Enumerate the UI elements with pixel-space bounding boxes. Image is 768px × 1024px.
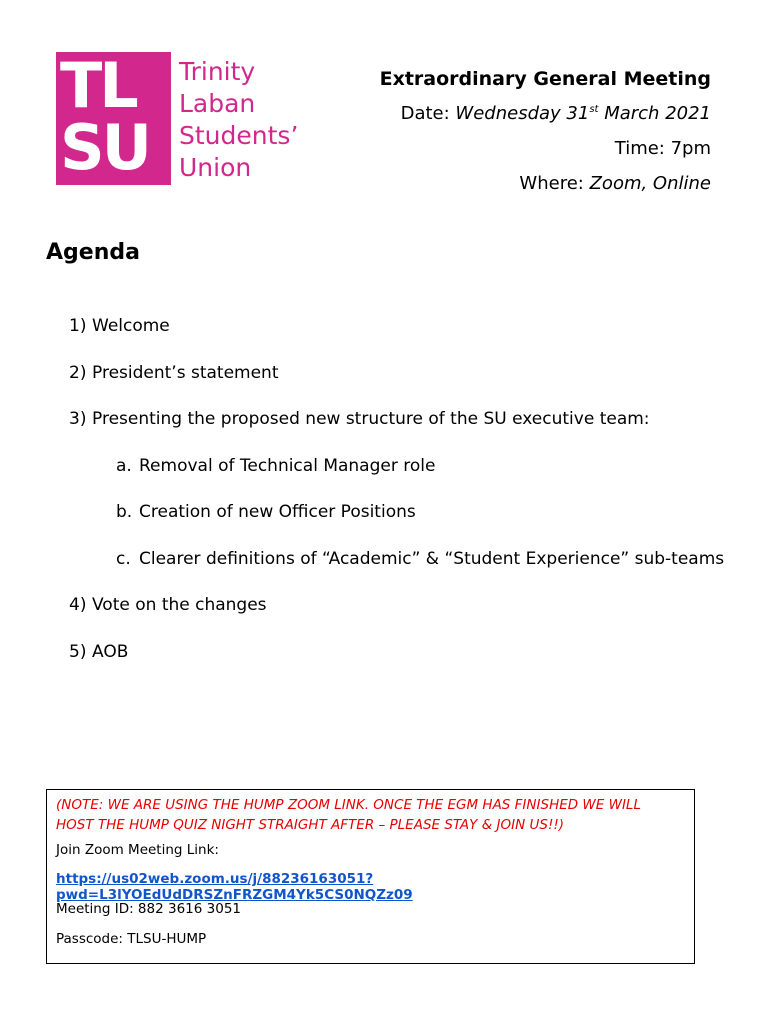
item-number: a. — [116, 455, 132, 476]
date-label: Date: — [400, 103, 450, 124]
item-number: c. — [116, 548, 131, 569]
item-text: Welcome — [92, 316, 170, 336]
agenda-title: Agenda — [46, 240, 140, 265]
meeting-id: Meeting ID: 882 3616 3051 — [56, 901, 241, 917]
item-text: AOB — [92, 641, 129, 662]
meeting-date — [311, 103, 711, 138]
date-suffix: st — [589, 104, 599, 115]
logo-word: Laban — [179, 89, 256, 118]
meeting-header — [311, 68, 711, 208]
agenda-subitem — [116, 456, 768, 503]
item-number: 4) — [69, 595, 87, 615]
meeting-title: Extraordinary General Meeting — [379, 68, 711, 90]
date-day: Wednesday 31 — [455, 103, 590, 124]
agenda-list — [69, 316, 749, 688]
agenda-item — [69, 363, 749, 410]
zoom-link-label: Join Zoom Meeting Link: — [56, 842, 219, 858]
logo-word: Students’ — [179, 121, 299, 150]
where-label: Where: — [519, 173, 584, 194]
item-number: b. — [116, 502, 133, 522]
agenda-item — [69, 409, 749, 456]
item-text: Clearer definitions of “Academic” & “Student Experience” sub-teams — [139, 548, 725, 569]
agenda-item — [69, 595, 749, 642]
logo-line-tl: TL — [60, 49, 136, 122]
agenda-subitem — [116, 502, 768, 549]
item-number: 5) — [69, 641, 87, 662]
agenda-item — [69, 642, 749, 689]
where-value: Zoom, Online — [589, 173, 711, 194]
meeting-time: Time: 7pm — [614, 138, 711, 159]
date-rest: March 2021 — [604, 103, 711, 124]
logo-word: Union — [179, 153, 252, 182]
zoom-info-box — [46, 789, 695, 964]
item-text: President’s statement — [92, 362, 279, 383]
item-text: Removal of Technical Manager role — [139, 455, 436, 476]
quiz-note: (NOTE: WE ARE USING THE HUMP ZOOM LINK. ONCE THE EGM HAS FINISHED WE WILL HOST THE HUMP QUIZ NIGHT STRAIGHT AFTER – PLEASE STAY & JOIN US!!) — [56, 797, 641, 833]
item-text: Presenting the proposed new structure of the SU executive team: — [92, 409, 650, 429]
passcode: Passcode: TLSU-HUMP — [56, 931, 207, 947]
item-number: 3) — [69, 409, 87, 429]
logo-wordmark — [179, 56, 298, 184]
item-number: 1) — [69, 316, 87, 336]
zoom-link[interactable]: https://us02web.zoom.us/j/88236163051?pwd=L3lYOEdUdDRSZnFRZGM4Yk5CS0NQZz09 — [56, 871, 413, 903]
meeting-location — [311, 173, 711, 208]
logo-word: Trinity — [179, 57, 256, 86]
logo-line-su: SU — [60, 111, 149, 184]
agenda-subitem — [116, 549, 768, 596]
item-number: 2) — [69, 362, 87, 383]
agenda-item — [69, 316, 749, 363]
logo — [56, 49, 171, 185]
item-text: Vote on the changes — [92, 595, 267, 615]
item-text: Creation of new Officer Positions — [139, 502, 416, 522]
